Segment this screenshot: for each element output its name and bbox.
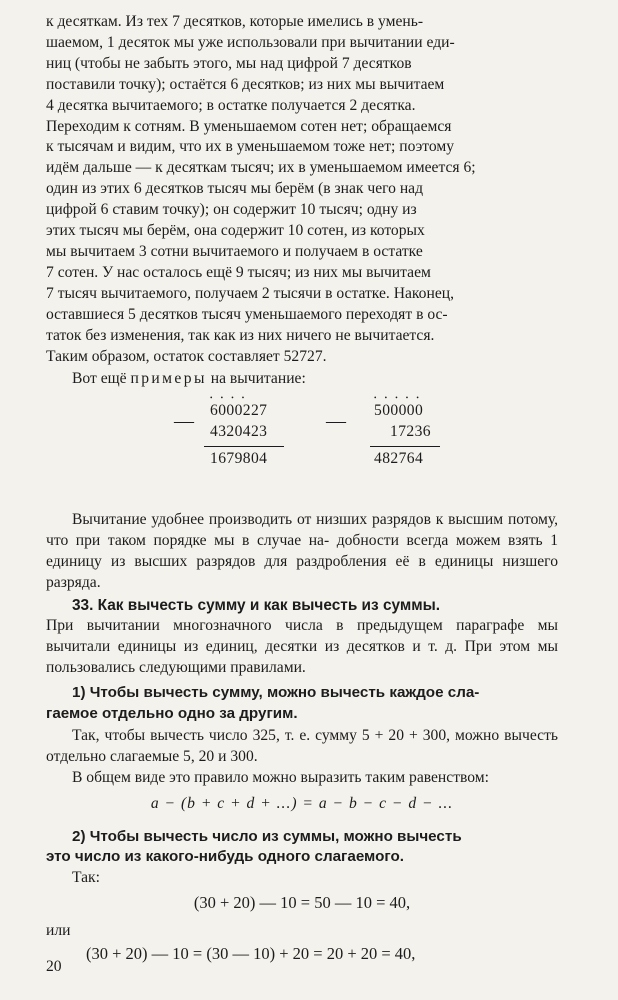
rule-2-line: 2) Чтобы вычесть число из суммы, можно вычесть [72, 827, 462, 845]
paragraph-middle: Вычитание удобнее производить от низших разрядов к высшим потому, что при таком порядке мы в случае на- добности всегда можем взять 1 единицу из высших разрядов для раздробления её в единицы низшего разряда. [46, 511, 558, 592]
borrow-dots: • • • • [210, 394, 248, 403]
difference: 482764 [374, 450, 424, 468]
rule-1-line: гаемое отдельно одно за другим. [46, 704, 298, 722]
subtraction-examples [46, 394, 558, 494]
rule-2 [46, 827, 558, 868]
text-line: 4 десятка вычитаемого; в остатке получается 2 десятка. [46, 96, 416, 114]
text-line: оставшиеся 5 десятков тысяч уменьшаемого переходят в ос- [46, 305, 448, 323]
result-line [204, 446, 284, 447]
text-line: шаемом, 1 десяток мы уже использовали при вычитании еди- [46, 33, 455, 51]
subtrahend: 4320423 [210, 423, 268, 441]
rule-1 [46, 683, 558, 724]
rule-1-general: В общем виде это правило можно выразить таким равенством: [72, 768, 489, 786]
text-line: Таким образом, остаток составляет 52727. [46, 347, 327, 365]
general-formula: a − (b + c + d + ...) = a − b − c − d − ... [150, 794, 454, 812]
rule-1-example: Так, чтобы вычесть число 325, т. е. сумму 5 + 20 + 300, можно вычесть отдельно слагаемые 5, 20 и 300. [46, 727, 558, 766]
page-body [46, 12, 558, 964]
text-line: поставили точку); остаётся 6 десятков; из них мы вычитаем [46, 75, 445, 93]
minus-sign: — [174, 410, 194, 433]
section-intro: При вычитании многозначного числа в предыдущем параграфе мы вычитали единицы из единиц, десятки из десятков и т. д. При этом мы пользовались следующими правилами. [46, 617, 558, 677]
text-line: таток без изменения, так как из них ничего не вычитается. [46, 326, 435, 344]
subtrahend: 17236 [390, 423, 431, 441]
equation-2: (30 + 20) — 10 = (30 — 10) + 20 = 20 + 20 = 40, [86, 943, 416, 963]
emphasized-word: примеры [130, 370, 207, 388]
text-line: идём дальше — к десяткам тысяч; их в уменьшаемом имеется 6; [46, 159, 476, 177]
examples-intro: Вот ещё примеры на вычитание: [72, 370, 306, 388]
difference: 1679804 [210, 450, 268, 468]
text-line: 7 сотен. У нас осталось ещё 9 тысяч; из них мы вычитаем [46, 263, 431, 281]
text-line: 7 тысяч вычитаемого, получаем 2 тысячи в остатке. Наконец, [46, 284, 454, 302]
text-line: цифрой 6 ставим точку); он содержит 10 тысяч; одну из [46, 201, 417, 219]
rule-2-line: это число из какого-нибудь одного слагаемого. [46, 848, 404, 866]
text-line: этих тысяч мы берём, она содержит 10 сотен, из которых [46, 222, 425, 240]
minuend: 6000227 [210, 402, 268, 420]
minus-sign: — [326, 410, 346, 433]
text-line: мы вычитаем 3 сотни вычитаемого и получаем в остатке [46, 242, 423, 260]
paragraph-top [46, 12, 558, 367]
ili-label: или [46, 921, 71, 939]
text-line: ниц (чтобы не забыть этого, мы над цифрой 7 десятков [46, 54, 412, 72]
page-number: 20 [46, 958, 62, 975]
minuend: 500000 [374, 402, 424, 420]
equation-1: (30 + 20) — 10 = 50 — 10 = 40, [193, 892, 411, 912]
result-line [370, 446, 440, 447]
text-line: один из этих 6 десятков тысяч мы берём (в знак чего над [46, 180, 424, 198]
rule-1-line: 1) Чтобы вычесть сумму, можно вычесть каждое сла- [72, 684, 480, 702]
text-line: к тысячам и видим, что их в уменьшаемом тоже нет; поэтому [46, 138, 455, 156]
text-line: к десяткам. Из тех 7 десятков, которые имелись в умень- [46, 13, 424, 30]
borrow-dots: • • • • • [374, 394, 423, 403]
tak-label: Так: [72, 868, 100, 886]
text-line: Переходим к сотням. В уменьшаемом сотен нет; обращаемся [46, 117, 452, 135]
section-heading: 33. Как вычесть сумму и как вычесть из суммы. [72, 596, 441, 614]
